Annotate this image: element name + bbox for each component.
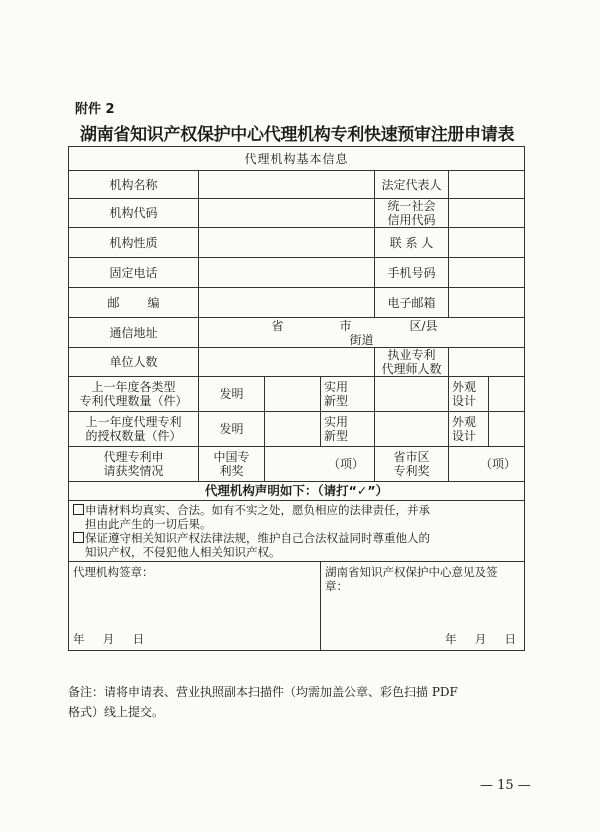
form-title: 湖南省知识产权保护中心代理机构专利快速预审注册申请表 [80, 125, 515, 145]
label-design-1: 外观 设计 [449, 377, 489, 412]
input-org-name[interactable] [199, 171, 375, 199]
input-postal-code[interactable] [199, 288, 375, 318]
label-china-award: 中国专 利奖 [199, 447, 265, 482]
footnote: 备注：请将申请表、营业执照副本扫描件（均需加盖公章、彩色扫描 PDF 格式）线上提交。 [68, 685, 458, 719]
label-licensed-agents: 执业专利 代理师人数 [375, 348, 449, 377]
label-invention-1: 发明 [199, 377, 265, 412]
section-basic-info: 代理机构基本信息 [69, 147, 525, 171]
label-prov-award: 省市区 专利奖 [375, 447, 449, 482]
attachment-label: 附件 2 [75, 102, 115, 117]
label-org-name: 机构名称 [69, 171, 199, 199]
input-mobile[interactable] [449, 258, 525, 288]
input-contact[interactable] [449, 228, 525, 258]
input-email[interactable] [449, 288, 525, 318]
agency-signature-box[interactable]: 代理机构签章： 年 月 日 [69, 562, 321, 651]
checkbox-icon[interactable] [73, 504, 84, 515]
checkbox-icon[interactable] [73, 532, 84, 543]
label-utility-1: 实用 新型 [321, 377, 375, 412]
input-design-2[interactable] [489, 412, 525, 447]
label-invention-2: 发明 [199, 412, 265, 447]
label-org-code: 机构代码 [69, 199, 199, 228]
label-legal-rep: 法定代表人 [375, 171, 449, 199]
input-staff-count[interactable] [199, 348, 375, 377]
registration-form-table [68, 146, 525, 651]
label-mobile: 手机号码 [375, 258, 449, 288]
label-address: 通信地址 [69, 318, 199, 348]
input-org-code[interactable] [199, 199, 375, 228]
label-staff-count: 单位人数 [69, 348, 199, 377]
declaration-item-2[interactable]: 保证遵守相关知识产权法律法规，维护自己合法权益同时尊重他人的 [73, 531, 520, 545]
label-design-2: 外观 设计 [449, 412, 489, 447]
label-utility-2: 实用 新型 [321, 412, 375, 447]
agency-sign-date: 年 月 日 [73, 632, 145, 646]
label-granted-count: 上一年度代理专利 的授权数量（件） [69, 412, 199, 447]
input-legal-rep[interactable] [449, 171, 525, 199]
label-email: 电子邮箱 [375, 288, 449, 318]
input-credit-code[interactable] [449, 199, 525, 228]
declaration-heading: 代理机构声明如下：（请打“✓”） [69, 482, 525, 501]
input-prov-award[interactable]: （项） [449, 447, 525, 482]
center-sign-date: 年 月 日 [444, 632, 517, 646]
label-postal-code: 邮 编 [69, 288, 199, 318]
label-agency-count: 上一年度各类型 专利代理数量（件） [69, 377, 199, 412]
input-org-nature[interactable] [199, 228, 375, 258]
declaration-body: 申请材料均真实、合法。如有不实之处，愿负相应的法律责任，并承 担由此产生的一切后果。 保证遵守相关知识产权法律法规，维护自己合法权益同时尊重他人的 知识产权，不侵犯他人相关知识产权。 [69, 501, 525, 562]
input-china-award[interactable]: （项） [265, 447, 375, 482]
input-address[interactable]: 省 市 区/县街道 [199, 318, 525, 348]
center-opinion-box[interactable]: 湖南省知识产权保护中心意见及签章： 年 月 日 [321, 562, 525, 651]
input-utility-2[interactable] [375, 412, 449, 447]
page-number: — 15 — [480, 778, 531, 793]
label-landline: 固定电话 [69, 258, 199, 288]
input-landline[interactable] [199, 258, 375, 288]
label-org-nature: 机构性质 [69, 228, 199, 258]
input-design-1[interactable] [489, 377, 525, 412]
input-licensed-agents[interactable] [449, 348, 525, 377]
label-credit-code: 统一社会 信用代码 [375, 199, 449, 228]
input-invention-2[interactable] [265, 412, 321, 447]
label-awards: 代理专利申 请获奖情况 [69, 447, 199, 482]
input-invention-1[interactable] [265, 377, 321, 412]
label-contact: 联 系 人 [375, 228, 449, 258]
declaration-item-1[interactable]: 申请材料均真实、合法。如有不实之处，愿负相应的法律责任，并承 [73, 503, 520, 517]
input-utility-1[interactable] [375, 377, 449, 412]
